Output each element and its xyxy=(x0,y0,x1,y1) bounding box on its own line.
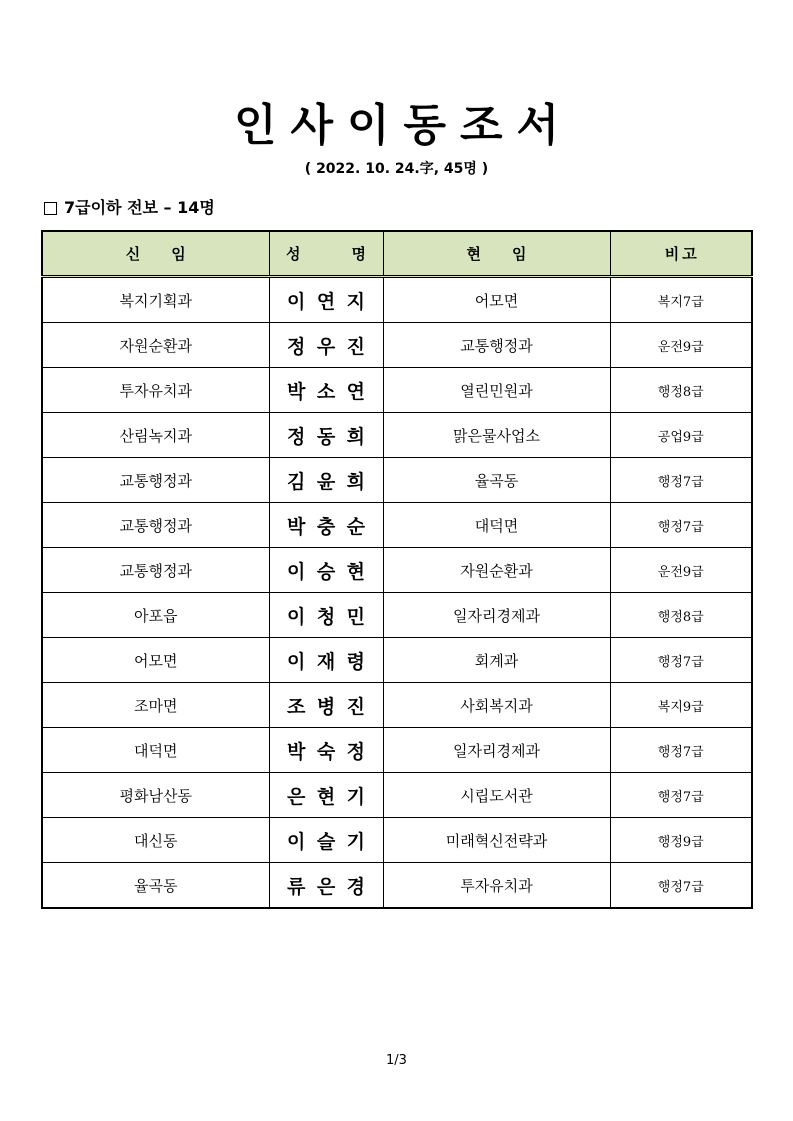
current-post-cell: 대덕면 xyxy=(383,503,610,548)
name-char: 박 xyxy=(287,380,306,403)
note-cell: 행정7급 xyxy=(610,728,752,773)
table-row xyxy=(42,413,752,458)
new-post-cell: 어모면 xyxy=(42,638,269,683)
name-cell xyxy=(269,323,383,368)
note-cell: 행정7급 xyxy=(610,458,752,503)
name-char: 현 xyxy=(316,785,336,808)
current-post-cell: 어모면 xyxy=(383,277,610,323)
current-post-cell: 투자유치과 xyxy=(383,863,610,909)
table-row xyxy=(42,863,752,909)
name-cell xyxy=(269,818,383,863)
section-heading xyxy=(44,197,215,219)
note-cell: 복지9급 xyxy=(610,683,752,728)
note-cell: 행정9급 xyxy=(610,818,752,863)
name-char: 승 xyxy=(316,560,336,583)
name-char: 정 xyxy=(287,425,306,448)
personnel-table xyxy=(41,230,753,909)
name-cell xyxy=(269,863,383,909)
name-char: 령 xyxy=(346,650,365,673)
table-row xyxy=(42,503,752,548)
current-post-cell: 회계과 xyxy=(383,638,610,683)
name-char: 현 xyxy=(346,560,365,583)
note-cell: 행정7급 xyxy=(610,773,752,818)
name-char: 진 xyxy=(346,335,365,358)
name-cell xyxy=(269,413,383,458)
table-row xyxy=(42,368,752,413)
name-cell xyxy=(269,368,383,413)
section-title: 7급이하 전보 – 14명 xyxy=(64,198,215,217)
new-post-cell: 투자유치과 xyxy=(42,368,269,413)
new-post-cell: 아포읍 xyxy=(42,593,269,638)
header-new-post xyxy=(42,231,269,277)
current-post-cell: 미래혁신전략과 xyxy=(383,818,610,863)
new-post-cell: 교통행정과 xyxy=(42,458,269,503)
table-row xyxy=(42,638,752,683)
name-char: 박 xyxy=(287,740,306,763)
current-post-cell: 교통행정과 xyxy=(383,323,610,368)
name-cell xyxy=(269,683,383,728)
name-char: 순 xyxy=(346,515,365,538)
header-char: 고 xyxy=(682,245,697,263)
current-post-cell: 맑은물사업소 xyxy=(383,413,610,458)
name-char: 희 xyxy=(346,425,365,448)
document-title: 인사이동조서 xyxy=(233,100,574,151)
table-row xyxy=(42,773,752,818)
name-char: 연 xyxy=(316,290,336,313)
name-char: 소 xyxy=(316,380,336,403)
name-char: 정 xyxy=(287,335,306,358)
name-cell xyxy=(269,458,383,503)
table-row xyxy=(42,728,752,773)
note-cell: 운전9급 xyxy=(610,323,752,368)
name-char: 기 xyxy=(346,830,365,853)
name-cell xyxy=(269,593,383,638)
header-char: 비 xyxy=(664,245,680,263)
new-post-cell: 자원순환과 xyxy=(42,323,269,368)
table-row xyxy=(42,548,752,593)
new-post-cell: 대덕면 xyxy=(42,728,269,773)
document-subtitle: ( 2022. 10. 24.字, 45명 ) xyxy=(304,161,489,177)
name-char: 진 xyxy=(346,695,365,718)
name-cell xyxy=(269,773,383,818)
name-char: 이 xyxy=(287,290,306,313)
name-char: 이 xyxy=(287,605,306,628)
name-cell xyxy=(269,503,383,548)
note-cell: 행정8급 xyxy=(610,593,752,638)
name-char: 기 xyxy=(346,785,365,808)
header-char: 성 xyxy=(286,245,301,263)
name-char: 희 xyxy=(346,470,365,493)
page-number: 1/3 xyxy=(386,1053,407,1068)
current-post-cell: 시립도서관 xyxy=(383,773,610,818)
name-char: 재 xyxy=(316,650,336,673)
name-char: 병 xyxy=(316,695,336,718)
header-current-post xyxy=(383,231,610,277)
name-char: 김 xyxy=(287,470,306,493)
table-row xyxy=(42,323,752,368)
name-cell xyxy=(269,277,383,323)
name-char: 박 xyxy=(287,515,306,538)
note-cell: 행정7급 xyxy=(610,863,752,909)
name-char: 조 xyxy=(287,695,306,718)
name-char: 이 xyxy=(287,560,306,583)
name-char: 류 xyxy=(287,875,306,898)
table-row xyxy=(42,593,752,638)
name-char: 은 xyxy=(287,785,306,808)
header-note xyxy=(610,231,752,277)
name-cell xyxy=(269,728,383,773)
name-char: 경 xyxy=(346,875,365,898)
table-row xyxy=(42,818,752,863)
name-char: 슬 xyxy=(316,830,336,853)
name-char: 숙 xyxy=(316,740,336,763)
new-post-cell: 대신동 xyxy=(42,818,269,863)
name-char: 이 xyxy=(287,830,306,853)
name-char: 충 xyxy=(316,515,336,538)
note-cell: 행정7급 xyxy=(610,503,752,548)
table-body xyxy=(42,277,752,909)
header-name xyxy=(269,231,383,277)
name-cell xyxy=(269,638,383,683)
new-post-cell: 평화남산동 xyxy=(42,773,269,818)
name-char: 연 xyxy=(346,380,365,403)
current-post-cell: 일자리경제과 xyxy=(383,728,610,773)
header-char: 임 xyxy=(171,245,186,263)
current-post-cell: 열린민원과 xyxy=(383,368,610,413)
name-char: 이 xyxy=(287,650,306,673)
new-post-cell: 복지기획과 xyxy=(42,277,269,323)
table-row xyxy=(42,277,752,323)
name-char: 청 xyxy=(316,605,336,628)
note-cell: 공업9급 xyxy=(610,413,752,458)
header-char: 신 xyxy=(125,245,141,263)
note-cell: 운전9급 xyxy=(610,548,752,593)
header-char: 임 xyxy=(512,245,527,263)
table-row xyxy=(42,683,752,728)
name-char: 은 xyxy=(316,875,336,898)
new-post-cell: 율곡동 xyxy=(42,863,269,909)
current-post-cell: 율곡동 xyxy=(383,458,610,503)
header-char: 명 xyxy=(351,245,366,263)
note-cell: 복지7급 xyxy=(610,277,752,323)
header-char: 현 xyxy=(466,245,481,263)
name-char: 윤 xyxy=(316,470,336,493)
name-char: 지 xyxy=(346,290,365,313)
table-row xyxy=(42,458,752,503)
new-post-cell: 교통행정과 xyxy=(42,503,269,548)
table-header-row xyxy=(42,231,752,277)
checkbox-square-icon xyxy=(44,202,57,215)
new-post-cell: 조마면 xyxy=(42,683,269,728)
current-post-cell: 일자리경제과 xyxy=(383,593,610,638)
note-cell: 행정8급 xyxy=(610,368,752,413)
current-post-cell: 자원순환과 xyxy=(383,548,610,593)
name-char: 동 xyxy=(316,425,336,448)
new-post-cell: 산림녹지과 xyxy=(42,413,269,458)
current-post-cell: 사회복지과 xyxy=(383,683,610,728)
new-post-cell: 교통행정과 xyxy=(42,548,269,593)
name-char: 정 xyxy=(346,740,365,763)
name-char: 민 xyxy=(346,605,365,628)
name-cell xyxy=(269,548,383,593)
note-cell: 행정7급 xyxy=(610,638,752,683)
name-char: 우 xyxy=(316,335,336,358)
